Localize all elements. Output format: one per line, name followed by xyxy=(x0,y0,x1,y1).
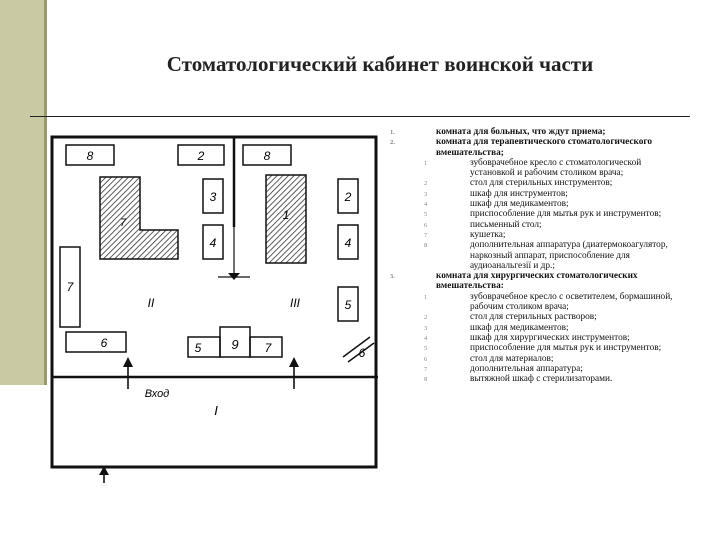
legend-item xyxy=(388,137,688,158)
legend-item-text: вытяжной шкаф с стерилизаторами. xyxy=(470,374,613,385)
legend-item-text: приспособление для мытья рук и инструментов; xyxy=(470,209,662,220)
legend-item xyxy=(388,323,688,333)
legend-item xyxy=(388,333,688,343)
legend-item-number: 2. xyxy=(390,139,395,147)
legend-item-text: письменный стол; xyxy=(470,219,542,230)
legend-item-text: дополнительная аппаратура; xyxy=(470,363,583,374)
legend-item xyxy=(388,240,688,271)
entrance-label: Вход xyxy=(144,388,170,400)
legend-item-number: 4 xyxy=(424,201,428,209)
plan-label-3-left: 3 xyxy=(209,190,217,204)
legend-item xyxy=(388,199,688,209)
legend-item-number: 1 xyxy=(424,159,428,167)
slide-title: Стоматологический кабинет воинской части xyxy=(166,52,594,76)
legend-item-number: 2 xyxy=(424,180,428,188)
legend-item-text: зубоврачебное кресло с стоматологической установкой и рабочим столиком врача; xyxy=(470,157,642,179)
legend-item-text: стол для стерильных инструментов; xyxy=(470,178,613,189)
side-decor-lower xyxy=(0,385,44,540)
legend-item-number: 5 xyxy=(424,211,428,219)
plan-label-6-left: 6 xyxy=(100,336,108,350)
legend-item-number: 6 xyxy=(424,355,428,363)
floor-plan xyxy=(48,127,388,483)
legend-item-text: комната для хирургических стоматологических вмешательства: xyxy=(436,271,638,292)
legend-item-number: 3 xyxy=(424,190,428,198)
legend-item xyxy=(388,354,688,364)
legend-item xyxy=(388,312,688,322)
plan-label-9: 9 xyxy=(231,337,239,352)
legend-item-text: зубоврачебное кресло с осветителем, бормашиной, рабочим столиком врача; xyxy=(470,291,673,313)
legend-item-number: 7 xyxy=(424,231,428,239)
legend-item-text: шкаф для хирургических инструментов; xyxy=(470,332,630,343)
legend-item xyxy=(388,271,688,292)
room-label-ii: II xyxy=(147,296,155,310)
side-decor-band xyxy=(0,0,44,385)
legend-item xyxy=(388,220,688,230)
legend-item xyxy=(388,158,688,179)
plan-label-7-center: 7 xyxy=(264,341,272,355)
legend-item xyxy=(388,209,688,219)
legend-item-number: 5 xyxy=(424,345,428,353)
plan-label-8-right: 8 xyxy=(263,149,271,163)
legend-item xyxy=(388,178,688,188)
plan-label-8-left: 8 xyxy=(86,149,94,163)
plan-label-5-center: 5 xyxy=(194,341,202,355)
title-divider xyxy=(30,116,690,117)
legend-item-number: 4 xyxy=(424,334,428,342)
plan-label-5-right: 5 xyxy=(344,298,352,312)
legend-item-text: кушетка; xyxy=(470,229,506,240)
legend-item xyxy=(388,230,688,240)
legend-item-text: шкаф для инструментов; xyxy=(470,188,568,199)
legend-item-number: 3. xyxy=(390,273,395,281)
legend-item xyxy=(388,374,688,384)
legend-item-number: 2 xyxy=(424,314,428,322)
legend-item-number: 7 xyxy=(424,365,428,373)
legend-item-number: 1. xyxy=(390,129,395,136)
legend-item-text: приспособление для мытья рук и инструментов; xyxy=(470,343,662,354)
legend-list xyxy=(388,127,688,467)
plan-label-4-right: 4 xyxy=(344,236,352,250)
plan-label-7-chair: 7 xyxy=(119,217,127,229)
legend-item-text: шкаф для медикаментов; xyxy=(470,322,569,333)
floor-plan-drawing xyxy=(48,127,388,483)
legend-item-text: комната для больных, что ждут приема; xyxy=(436,127,606,137)
legend-item xyxy=(388,343,688,353)
legend-item-text: шкаф для медикаментов; xyxy=(470,199,569,210)
legend-item-text: стол для стерильных растворов; xyxy=(470,312,597,323)
legend-item xyxy=(388,189,688,199)
room-label-i: I xyxy=(214,403,218,418)
plan-label-2-right: 2 xyxy=(344,190,352,204)
legend-item-number: 3 xyxy=(424,324,428,332)
legend-item xyxy=(388,292,688,313)
legend-item-text: стол для материалов; xyxy=(470,353,554,364)
legend-item xyxy=(388,364,688,374)
legend-item-number: 6 xyxy=(424,221,428,229)
plan-label-2-left: 2 xyxy=(197,149,205,163)
plan-label-6-right: 6 xyxy=(358,346,366,360)
legend-item-text: комната для терапевтического стоматологического вмешательства; xyxy=(436,137,653,158)
legend-item-number: 1 xyxy=(424,293,428,301)
legend-item-number: 8 xyxy=(424,376,428,384)
legend-item-text: дополнительная аппаратура (диатермокоагулятор, наркозный аппарат, приспособление для аудиоанальгезії и др.; xyxy=(470,240,668,271)
legend-item xyxy=(388,127,688,137)
plan-label-4-left: 4 xyxy=(209,236,217,250)
plan-label-1-chair: 1 xyxy=(282,208,290,222)
plan-label-7-left: 7 xyxy=(66,280,74,294)
room-label-iii: III xyxy=(289,296,301,310)
legend-item-number: 8 xyxy=(424,242,428,250)
side-decor-line xyxy=(44,0,47,385)
